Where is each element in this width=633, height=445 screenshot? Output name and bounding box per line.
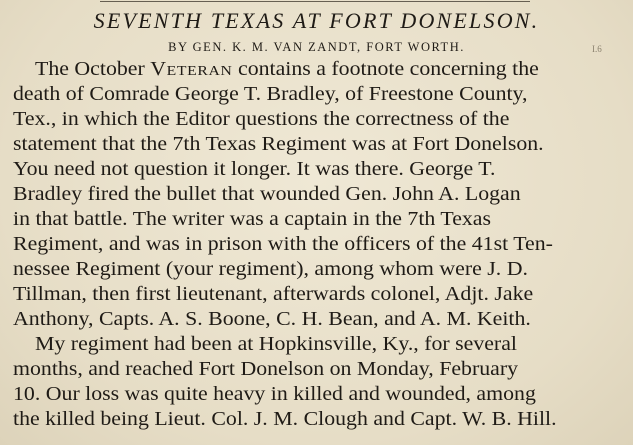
text-line — [13, 258, 528, 282]
text-segment: The October — [35, 59, 151, 80]
text-line — [13, 233, 553, 257]
text-line — [13, 283, 533, 307]
article-byline: BY GEN. K. M. VAN ZANDT, FORT WORTH. — [168, 40, 465, 54]
text-segment: Tex., in which the Editor questions the correctness of the — [13, 109, 510, 130]
text-line — [13, 358, 518, 382]
text-segment: You need not question it longer. It was there. George T. — [13, 159, 496, 180]
text-line — [13, 108, 509, 132]
text-segment: months, and reached Fort Donelson on Monday, February — [13, 359, 519, 380]
text-line — [13, 133, 544, 157]
text-line — [35, 333, 517, 357]
text-segment: Bradley fired the bullet that wounded Gen. John A. Logan — [13, 184, 521, 205]
text-segment: in that battle. The writer was a captain in the 7th Texas — [13, 209, 492, 230]
text-line — [13, 408, 557, 432]
article-title: SEVENTH TEXAS AT FORT DONELSON. — [93, 8, 540, 33]
text-segment: nessee Regiment (your regiment), among whom were J. D. — [13, 259, 528, 280]
text-segment: the killed being Lieut. Col. J. M. Clough and Capt. W. B. Hill. — [13, 409, 557, 430]
text-segment: contains a footnote concerning the — [232, 59, 539, 80]
text-line — [13, 158, 495, 182]
text-segment: Tillman, then first lieutenant, afterwards colonel, Adjt. Jake — [13, 284, 534, 305]
text-segment: Regiment, and was in prison with the officers of the 41st Ten- — [13, 234, 553, 255]
text-segment: death of Comrade George T. Bradley, of Freestone County, — [13, 84, 528, 105]
text-line — [35, 58, 539, 82]
text-line — [13, 83, 528, 107]
text-segment: My regiment had been at Hopkinsville, Ky., for several — [35, 334, 517, 355]
publication-name: Veteran — [150, 59, 233, 80]
top-rule — [100, 1, 530, 2]
margin-mark: I.6 — [592, 44, 602, 54]
text-segment: 10. Our loss was quite heavy in killed and wounded, among — [13, 384, 536, 405]
text-line — [13, 308, 531, 332]
text-line — [13, 208, 491, 232]
text-line — [13, 183, 521, 207]
text-segment: Anthony, Capts. A. S. Boone, C. H. Bean, and A. M. Keith. — [13, 309, 531, 330]
text-line — [13, 383, 536, 407]
text-segment: statement that the 7th Texas Regiment was at Fort Donelson. — [13, 134, 544, 155]
